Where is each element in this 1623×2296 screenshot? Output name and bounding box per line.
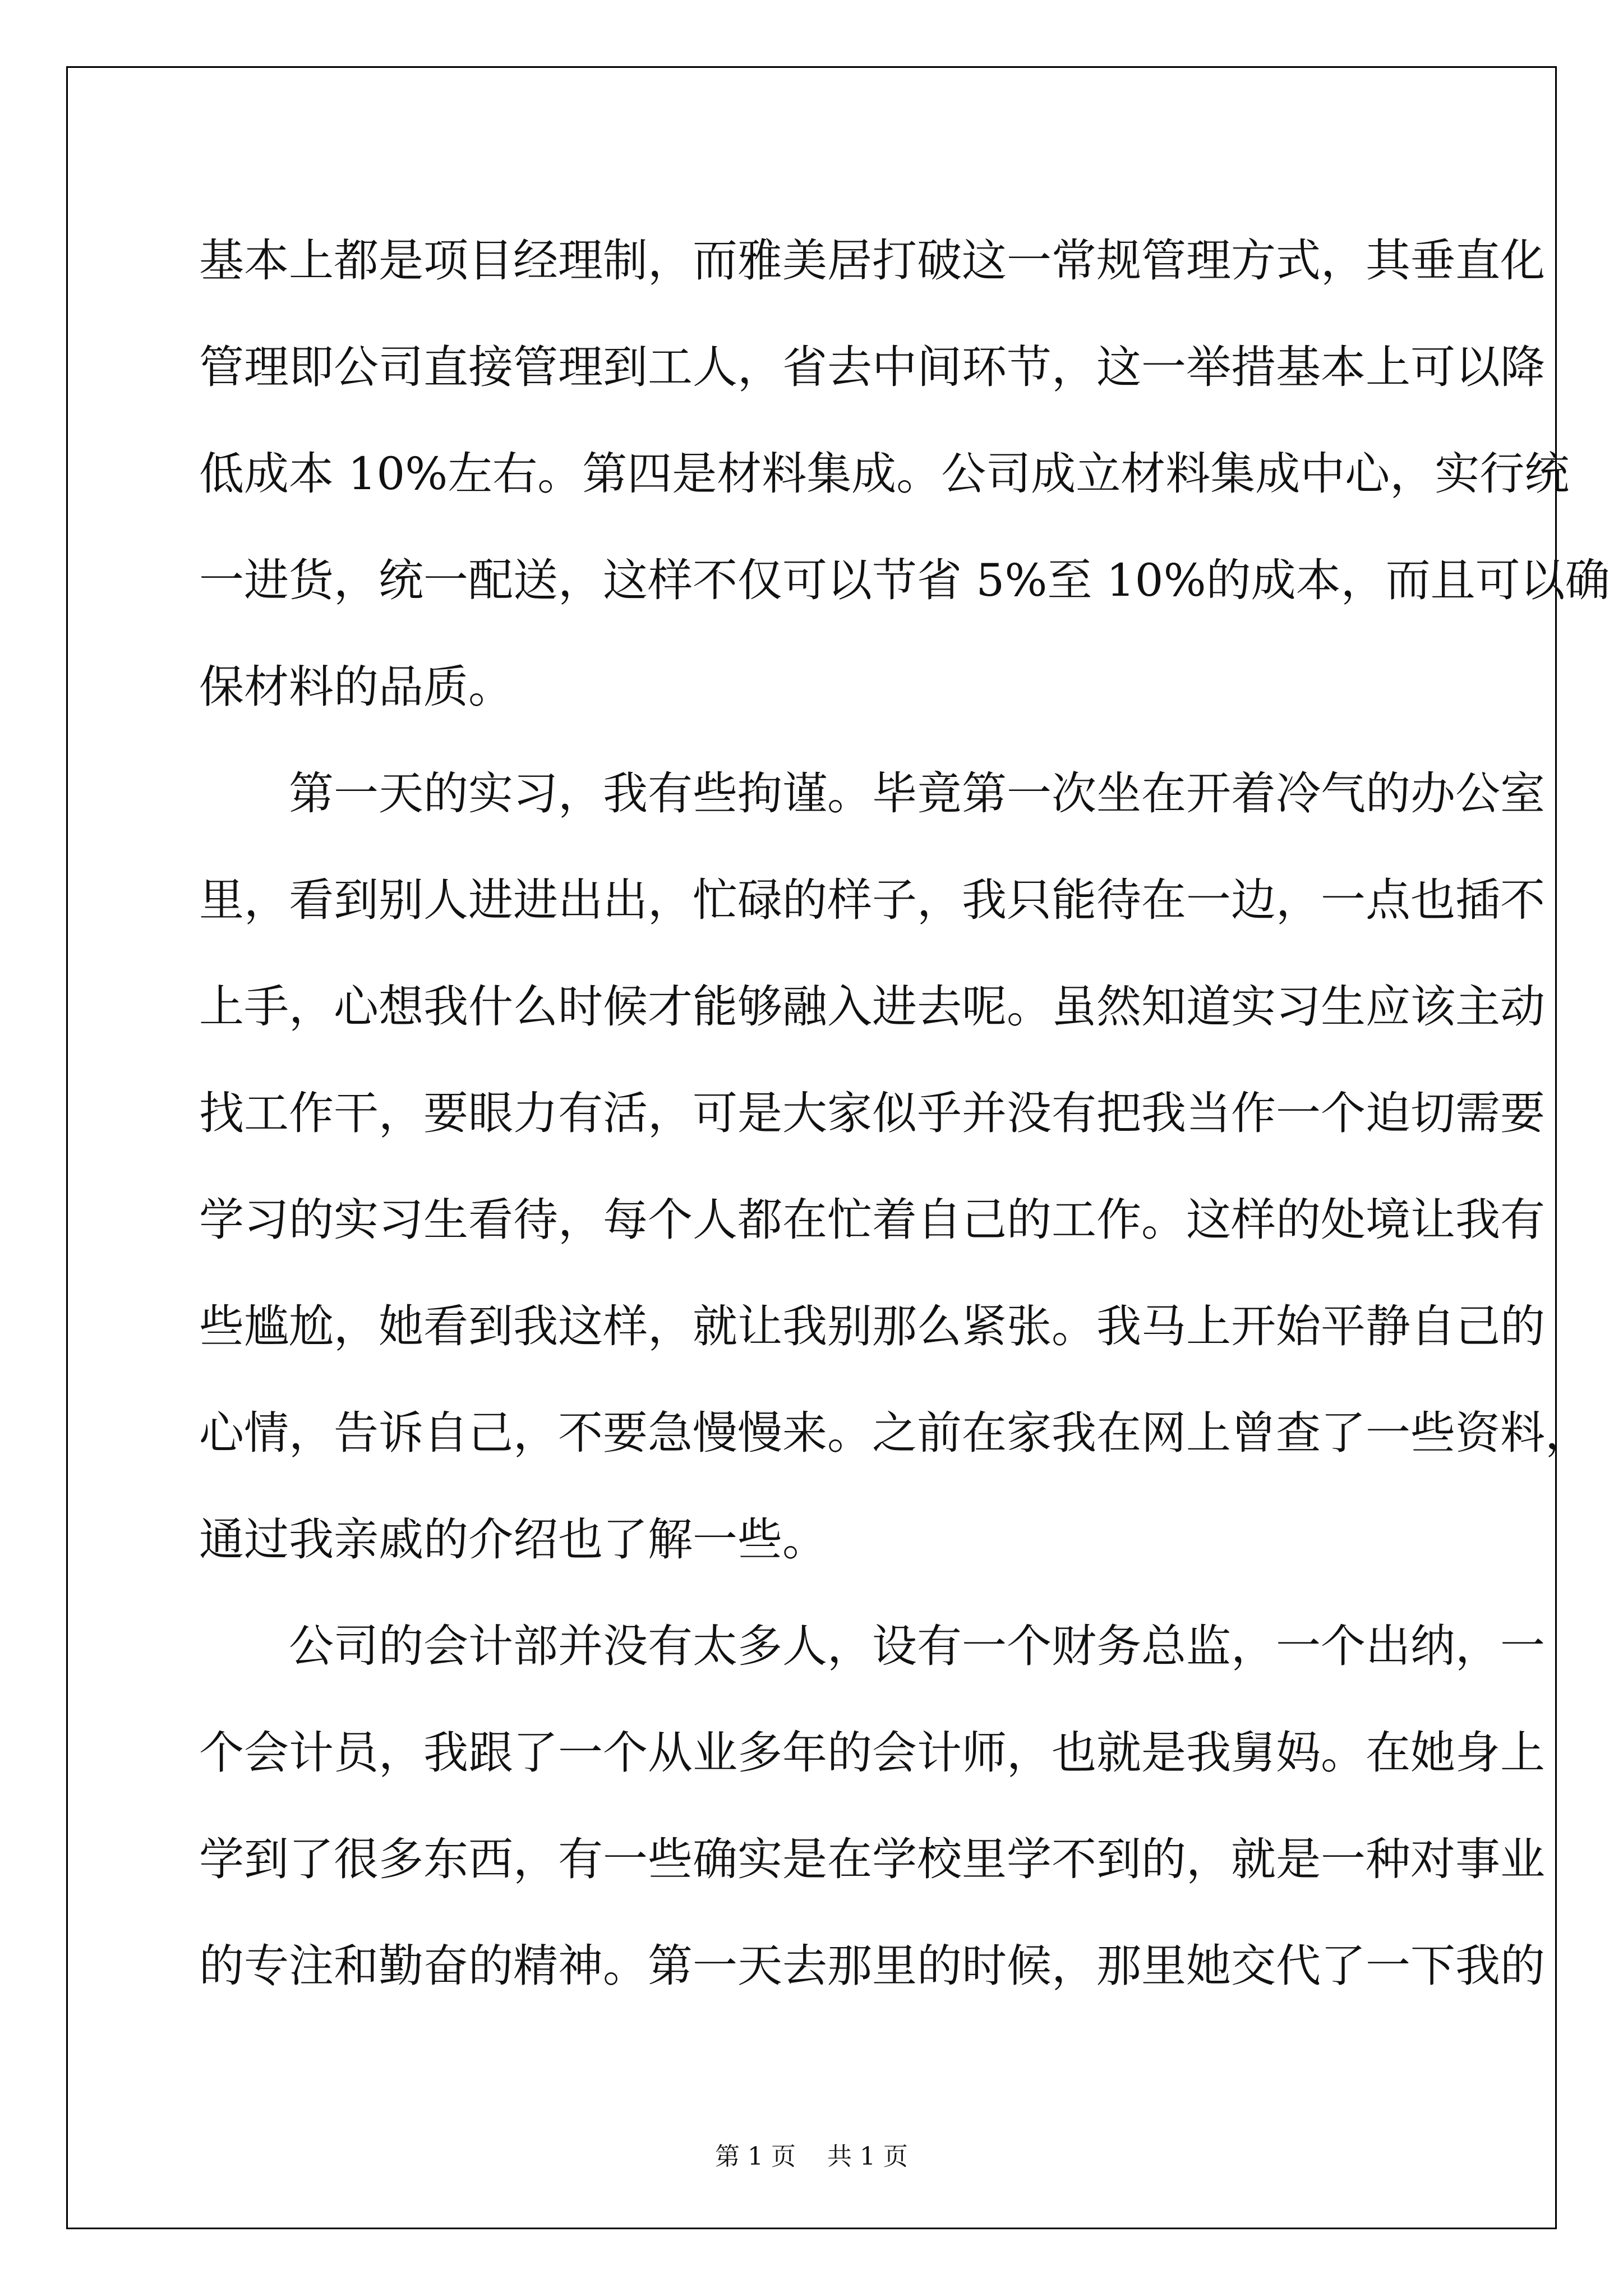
paragraph-first-line: 公司的会计部并没有太多人，设有一个财务总监，一个出纳，一 (289, 1620, 1545, 1672)
text-line: 的专注和勤奋的精神。第一天去那里的时候，那里她交代了一下我的 (199, 1940, 1545, 1992)
text-line: 管理即公司直接管理到工人，省去中间环节，这一举措基本上可以降 (199, 341, 1545, 393)
text-line: 学到了很多东西，有一些确实是在学校里学不到的，就是一种对事业 (199, 1833, 1545, 1885)
text-line: 些尴尬，她看到我这样，就让我别那么紧张。我马上开始平静自己的 (199, 1300, 1545, 1352)
text-line: 里，看到别人进进出出，忙碌的样子，我只能待在一边，一点也插不 (199, 874, 1545, 926)
text-line: 学习的实习生看待，每个人都在忙着自己的工作。这样的处境让我有 (199, 1194, 1545, 1246)
text-line: 上手，心想我什么时候才能够融入进去呢。虽然知道实习生应该主动 (199, 981, 1545, 1033)
text-line: 低成本 10%左右。第四是材料集成。公司成立材料集成中心，实行统 (199, 448, 1570, 500)
text-line: 一进货，统一配送，这样不仅可以节省 5%至 10%的成本，而且可以确 (199, 554, 1610, 606)
text-line: 基本上都是项目经理制，而雅美居打破这一常规管理方式，其垂直化 (199, 234, 1545, 287)
document-body (199, 208, 1610, 2019)
text-line: 保材料的品质。 (199, 661, 513, 713)
page-footer: 第 1 页 共 1 页 (715, 2142, 908, 2171)
text-line: 个会计员，我跟了一个从业多年的会计师，也就是我舅妈。在她身上 (199, 1727, 1545, 1779)
text-line: 心情，告诉自己，不要急慢慢来。之前在家我在网上曾查了一些资料， (199, 1407, 1590, 1459)
paragraph-first-line: 第一天的实习，我有些拘谨。毕竟第一次坐在开着冷气的办公室 (289, 767, 1545, 820)
text-line: 通过我亲戚的介绍也了解一些。 (199, 1513, 827, 1566)
text-line: 找工作干，要眼力有活，可是大家似乎并没有把我当作一个迫切需要 (199, 1087, 1545, 1139)
